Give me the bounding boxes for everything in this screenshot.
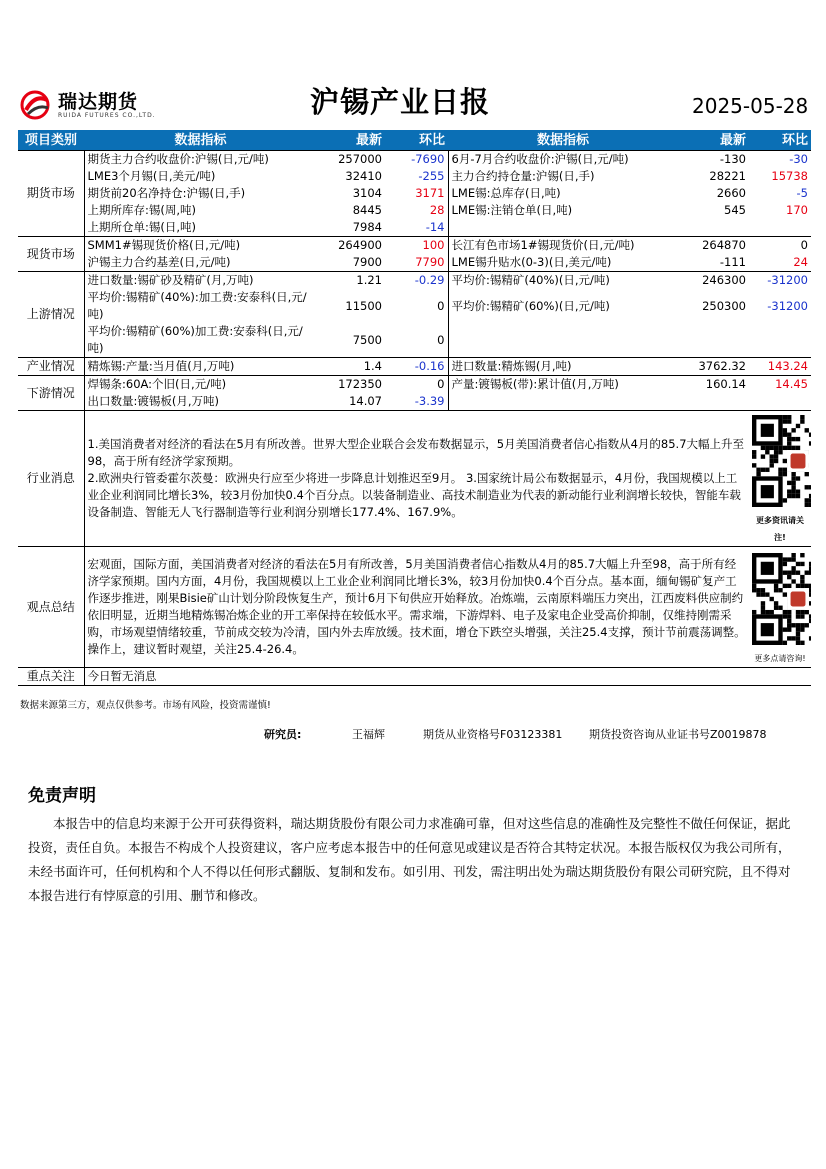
view-qr-caption: 更多点请咨询! — [754, 654, 806, 663]
indicator-latest: 14.07 — [349, 394, 382, 408]
indicator-change-2: 143.24 — [749, 358, 811, 376]
indicator-latest-2: 246300 — [678, 272, 749, 290]
indicator-change-2: -31200 — [767, 298, 808, 313]
table-row — [18, 358, 811, 376]
indicator-name-2: LME锡:注销仓单(日,吨) — [448, 202, 678, 219]
indicator-name: 上期所仓单:锡(日,吨) — [87, 220, 197, 234]
disclaimer-body: 本报告中的信息均来源于公开可获得资料，瑞达期货股份有限公司力求准确可靠，但对这些信息的准确性及完整性不做任何保证，据此投资，责任自负。本报告不构成个人投资建议，客户应考虑本报告中的任何意见或建议是否符合其特定状况。本报告版权仅为我公司所有，未经书面许可，任何机构和个人不得以任何形式翻版、复制和发布。如引用、刊发，需注明出处为瑞达期货股份有限公司研究院，且不得对本报告进行有悖原意的引用、删节和修改。 — [28, 816, 791, 903]
view-row — [18, 547, 811, 668]
indicator-latest: 1.21 — [317, 272, 385, 290]
indicator-latest-2: 545 — [724, 203, 746, 217]
indicator-change: 7790 — [415, 255, 445, 269]
table-row — [18, 289, 811, 323]
view-text: 宏观面，国际方面，美国消费者对经济的看法在5月有所改善，5月美国消费者信心指数从4月的85.7大幅上升至98，高于所有经济学家预期。国内方面，4月份，我国规模以上工业企业利润同比增长3%，较3月份加快0.4个百分点。基本面，缅甸锡矿复产工作逐步推进，刚果Bisie矿山计划分阶段恢复生产，预计6月下旬供应开始释放。冶炼端，云南原料端压力突出，江西废料供应制约依旧明显，近期当地精炼锡冶炼企业的开工率保持在较低水平。需求端，下游焊料、电子及家电企业受高价抑制，仅维持刚需采购，市场观望情绪较重，节前成交较为冷清，国内外去库放缓。技术面，增仓下跌空头增强，关注25.4支撑，预计节前震荡调整。操作上，建议暂时观望，关注25.4-26.4。 — [84, 547, 749, 668]
disclaimer-title: 免责声明 — [28, 786, 96, 806]
col-indicator: 数据指标 — [84, 130, 317, 151]
indicator-name: 焊锡条:60A:个旧(日,元/吨) — [84, 376, 317, 394]
table-header-row — [18, 130, 811, 151]
indicator-change: -14 — [425, 220, 445, 234]
news-text: 1.美国消费者对经济的看法在5月有所改善。世界大型企业联合会发布数据显示，5月美国消费者信心指数从4月的85.7大幅上升至98，高于所有经济学家预期。 2.欧洲央行管委霍尔茨曼：欧洲央行应至少将进一步降息计划推迟至9月。 3.国家统计局公布数据显示，4月份，我国规模以上工业企业利润同比增长3%，较3月份加快0.4个百分点。以装备制造业、高技术制造业为代表的新动能行业利润增长较快，智能车载设备制造、智能无人飞行器制造等行业利润分别增长177.4%、167.9%。 — [84, 411, 749, 547]
indicator-latest: 264900 — [317, 237, 385, 255]
news-qr-cell — [749, 411, 811, 547]
indicator-name: 出口数量:镀锡板(月,万吨) — [87, 394, 220, 408]
indicator-latest-2: 160.14 — [678, 376, 749, 394]
indicator-name-2: 平均价:锡精矿(40%)(日,元/吨) — [448, 272, 678, 290]
indicator-latest: 3104 — [352, 186, 382, 200]
advisory-license: 期货投资咨询从业证书号Z0019878 — [589, 728, 767, 741]
logo-en-text: RUIDA FUTURES CO.,LTD. — [58, 111, 156, 119]
indicator-change: -0.16 — [385, 358, 448, 376]
indicator-change-2: 170 — [786, 203, 808, 217]
category-spot: 现货市场 — [18, 237, 84, 272]
indicator-change: 28 — [429, 203, 445, 217]
focus-row — [18, 668, 811, 686]
indicator-name-2: 6月-7月合约收盘价:沪锡(日,元/吨) — [448, 151, 678, 169]
indicator-change: -3.39 — [414, 394, 445, 408]
indicator-latest: 257000 — [317, 151, 385, 169]
indicator-change-2: 0 — [749, 237, 811, 255]
indicator-latest-2 — [678, 393, 749, 411]
indicator-latest-2: -111 — [719, 255, 746, 269]
indicator-name: 上期所库存:锡(周,吨) — [87, 203, 197, 217]
indicator-change-2 — [749, 393, 811, 411]
table-row — [18, 237, 811, 255]
category-industry: 产业情况 — [18, 358, 84, 376]
indicator-name-2: 长江有色市场1#锡现货价(日,元/吨) — [448, 237, 678, 255]
table-row — [18, 219, 811, 237]
indicator-name: 沪锡主力合约基差(日,元/吨) — [87, 255, 231, 269]
news-qr-caption: 更多资讯请关注! — [756, 516, 804, 542]
focus-text: 今日暂无消息 — [84, 668, 811, 686]
futures-license: 期货从业资格号F03123381 — [423, 728, 563, 741]
researcher-label: 研究员: — [264, 728, 302, 741]
indicator-name-2: 主力合约持仓量:沪锡(日,手) — [448, 168, 678, 185]
table-row — [18, 151, 811, 169]
view-qr-cell — [749, 547, 811, 668]
col-change-2: 环比 — [749, 130, 811, 151]
indicator-latest-2 — [678, 323, 749, 358]
indicator-change-2 — [749, 219, 811, 237]
category-view: 观点总结 — [18, 547, 84, 668]
indicator-latest: 32410 — [345, 169, 382, 183]
indicator-latest-2: 250300 — [702, 298, 746, 313]
indicator-latest-2: 264870 — [678, 237, 749, 255]
indicator-latest-2 — [678, 219, 749, 237]
table-row — [18, 323, 811, 358]
qr-code-icon — [752, 415, 811, 507]
indicator-change: -0.29 — [385, 272, 448, 290]
indicator-latest: 7900 — [352, 255, 382, 269]
indicator-latest: 7500 — [352, 332, 382, 347]
table-row — [18, 168, 811, 185]
indicator-change: -7690 — [385, 151, 448, 169]
indicator-latest: 11500 — [345, 298, 382, 313]
col-indicator-2: 数据指标 — [448, 130, 678, 151]
indicator-name: LME3个月锡(日,美元/吨) — [87, 169, 216, 183]
indicator-name: 精炼锡:产量:当月值(月,万吨) — [84, 358, 317, 376]
indicator-change: 0 — [437, 332, 445, 347]
table-row — [18, 202, 811, 219]
indicator-name-2: LME锡升贴水(0-3)(日,美元/吨) — [448, 254, 678, 272]
wechat-qr-code-icon — [752, 553, 811, 645]
indicator-name-2 — [448, 219, 678, 237]
indicator-name: 进口数量:锡矿砂及精矿(月,万吨) — [84, 272, 317, 290]
data-source-note: 数据来源第三方，观点仅供参考。市场有风险，投资需谨慎! — [20, 700, 271, 711]
table-row — [18, 185, 811, 202]
col-category: 项目类别 — [18, 130, 84, 151]
table-row — [18, 393, 811, 411]
table-row — [18, 272, 811, 290]
indicator-latest: 7984 — [352, 220, 382, 234]
category-downstream: 下游情况 — [18, 376, 84, 411]
indicator-latest-2: 3762.32 — [678, 358, 749, 376]
indicator-name-2: LME锡:总库存(日,吨) — [448, 185, 678, 202]
logo-cn-text: 瑞达期货 — [58, 90, 139, 113]
indicator-name: SMM1#锡现货价格(日,元/吨) — [84, 237, 317, 255]
table-row — [18, 376, 811, 394]
company-logo — [20, 90, 156, 120]
indicator-change-2: 15738 — [771, 169, 808, 183]
report-title: 沪锡产业日报 — [310, 85, 491, 119]
indicator-change: 3171 — [415, 186, 445, 200]
indicator-change-2: 14.45 — [749, 376, 811, 394]
indicator-change: 0 — [437, 298, 445, 313]
col-latest-2: 最新 — [678, 130, 749, 151]
indicator-latest: 1.4 — [317, 358, 385, 376]
indicator-name: 期货前20名净持仓:沪锡(日,手) — [87, 186, 246, 200]
col-change: 环比 — [385, 130, 448, 151]
indicator-name-2 — [448, 393, 678, 411]
researcher-name: 王福辉 — [352, 728, 385, 741]
indicator-name-2: 平均价:锡精矿(60%)(日,元/吨) — [448, 289, 678, 323]
industry-daily-table — [18, 130, 811, 686]
indicator-name-2 — [448, 323, 678, 358]
indicator-latest-2: 2660 — [716, 186, 746, 200]
col-latest: 最新 — [317, 130, 385, 151]
indicator-change-2: -5 — [796, 186, 808, 200]
indicator-latest-2: -130 — [678, 151, 749, 169]
category-news: 行业消息 — [18, 411, 84, 547]
ruida-logo-icon — [20, 90, 54, 120]
category-futures: 期货市场 — [18, 151, 84, 237]
category-upstream: 上游情况 — [18, 272, 84, 358]
indicator-change: -255 — [418, 169, 445, 183]
indicator-change-2 — [749, 323, 811, 358]
indicator-name: 期货主力合约收盘价:沪锡(日,元/吨) — [84, 151, 317, 169]
indicator-name: 平均价:锡精矿(40%):加工费:安泰科(日,元/吨) — [87, 290, 307, 321]
news-row — [18, 411, 811, 547]
indicator-name-2: 产量:镀锡板(带):累计值(月,万吨) — [448, 376, 678, 394]
report-date: 2025-05-28 — [692, 94, 809, 118]
indicator-latest: 8445 — [352, 203, 382, 217]
indicator-change: 0 — [385, 376, 448, 394]
indicator-change-2: -31200 — [749, 272, 811, 290]
indicator-latest-2: 28221 — [709, 169, 746, 183]
indicator-change: 100 — [385, 237, 448, 255]
table-row — [18, 254, 811, 272]
category-focus: 重点关注 — [18, 668, 84, 686]
indicator-change-2: -30 — [749, 151, 811, 169]
indicator-name: 平均价:锡精矿(60%)加工费:安泰科(日,元/吨) — [87, 324, 303, 355]
indicator-change-2: 24 — [793, 255, 808, 269]
indicator-name-2: 进口数量:精炼锡(月,吨) — [448, 358, 678, 376]
indicator-latest: 172350 — [317, 376, 385, 394]
